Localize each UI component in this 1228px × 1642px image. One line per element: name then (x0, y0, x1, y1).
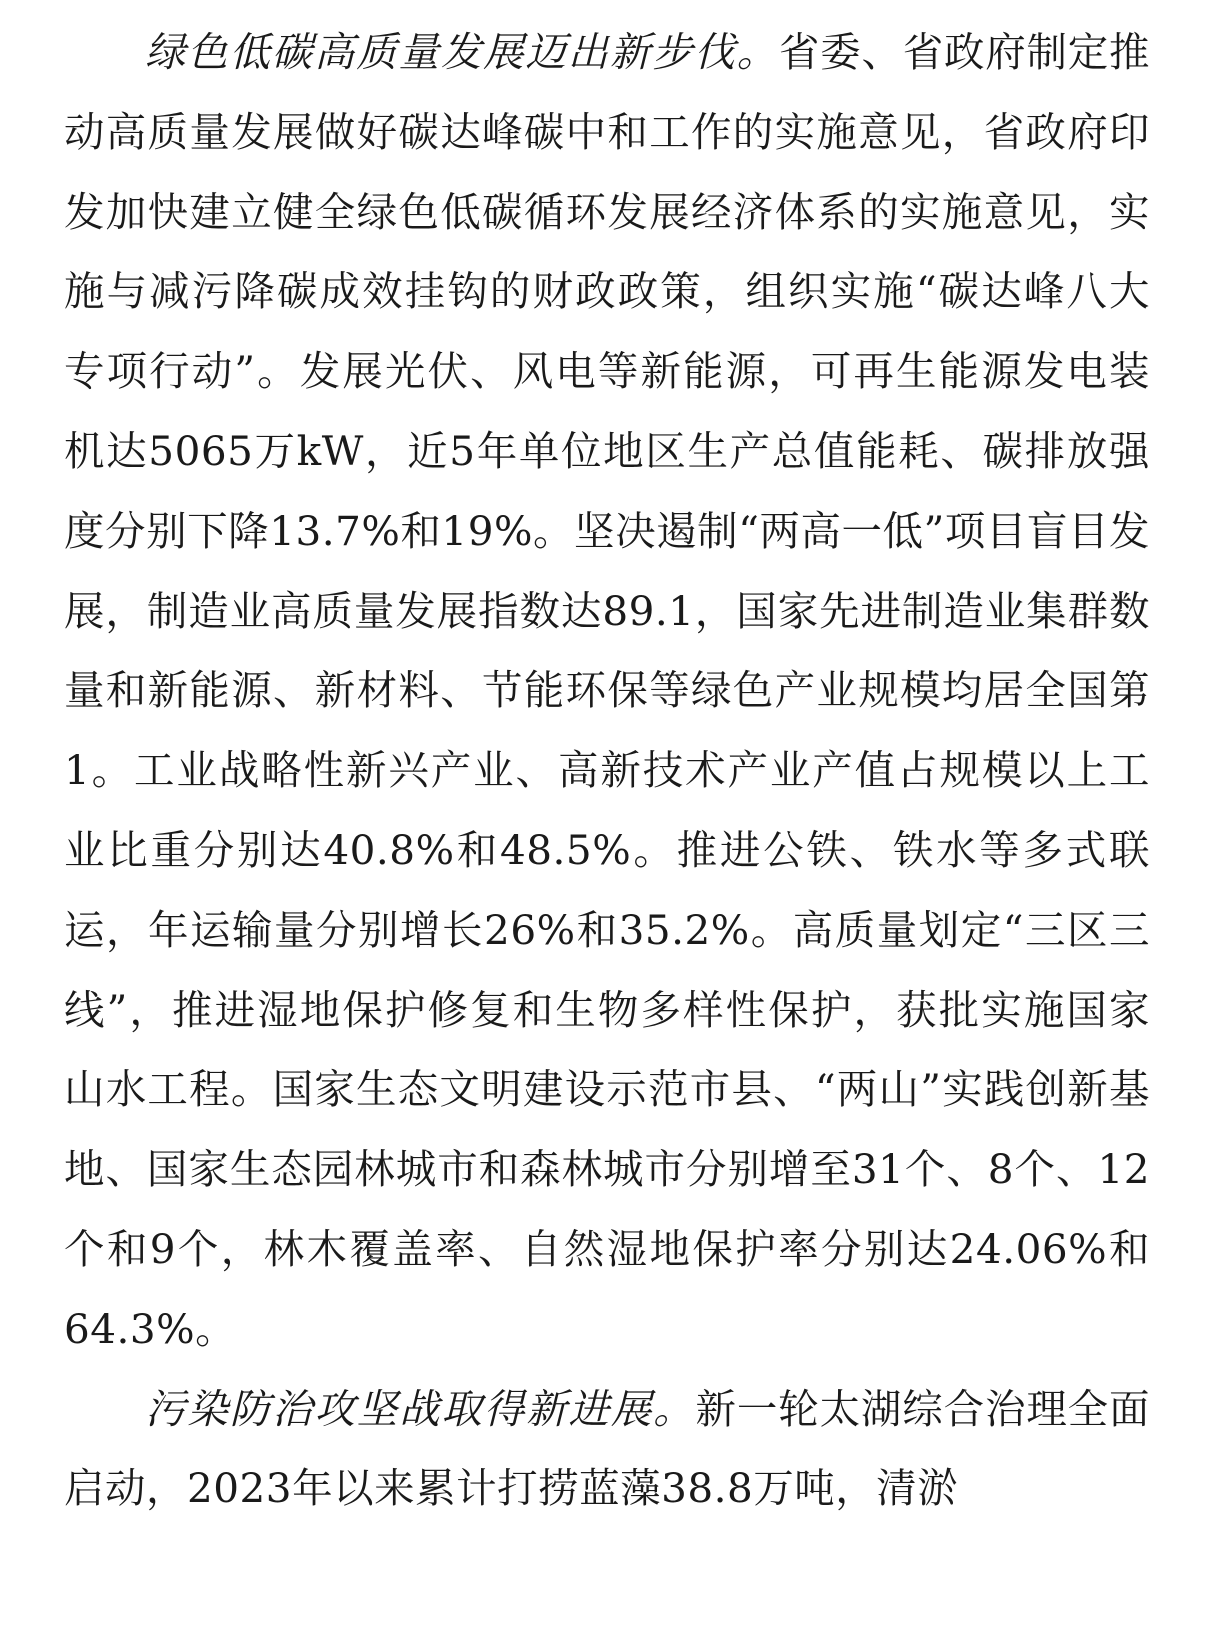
paragraph-body: 新一轮太湖综合治理全面启动，2023年以来累计打捞蓝藻38.8万吨，清淤 (64, 1384, 1150, 1513)
paragraph-green-low-carbon (64, 13, 1150, 1370)
paragraph-lead: 污染防治攻坚战取得新进展。 (145, 1384, 696, 1433)
document-page (64, 0, 1150, 1642)
paragraph-lead: 绿色低碳高质量发展迈出新步伐。 (145, 28, 779, 76)
paragraph-pollution-control (64, 1370, 1150, 1530)
paragraph-body: 省委、省政府制定推动高质量发展做好碳达峰碳中和工作的实施意见，省政府印发加快建立健全绿色低碳循环发展经济体系的实施意见，实施与减污降碳成效挂钩的财政政策，组织实施“碳达峰八大专项行动”。发展光伏、风电等新能源，可再生能源发电装机达5065万kW，近5年单位地区生产总值能耗、碳排放强度分别下降13.7%和19%。坚决遏制“两高一低”项目盲目发展，制造业高质量发展指数达89.1，国家先进制造业集群数量和新能源、新材料、节能环保等绿色产业规模均居全国第1。工业战略性新兴产业、高新技术产业产值占规模以上工业比重分别达40.8%和48.5%。推进公铁、铁水等多式联运，年运输量分别增长26%和35.2%。高质量划定“三区三线”，推进湿地保护修复和生物多样性保护，获批实施国家山水工程。国家生态文明建设示范市县、“两山”实践创新基地、国家生态园林城市和森林城市分别增至31个、8个、12个和9个，林木覆盖率、自然湿地保护率分别达24.06%和64.3%。 (64, 28, 1150, 1353)
